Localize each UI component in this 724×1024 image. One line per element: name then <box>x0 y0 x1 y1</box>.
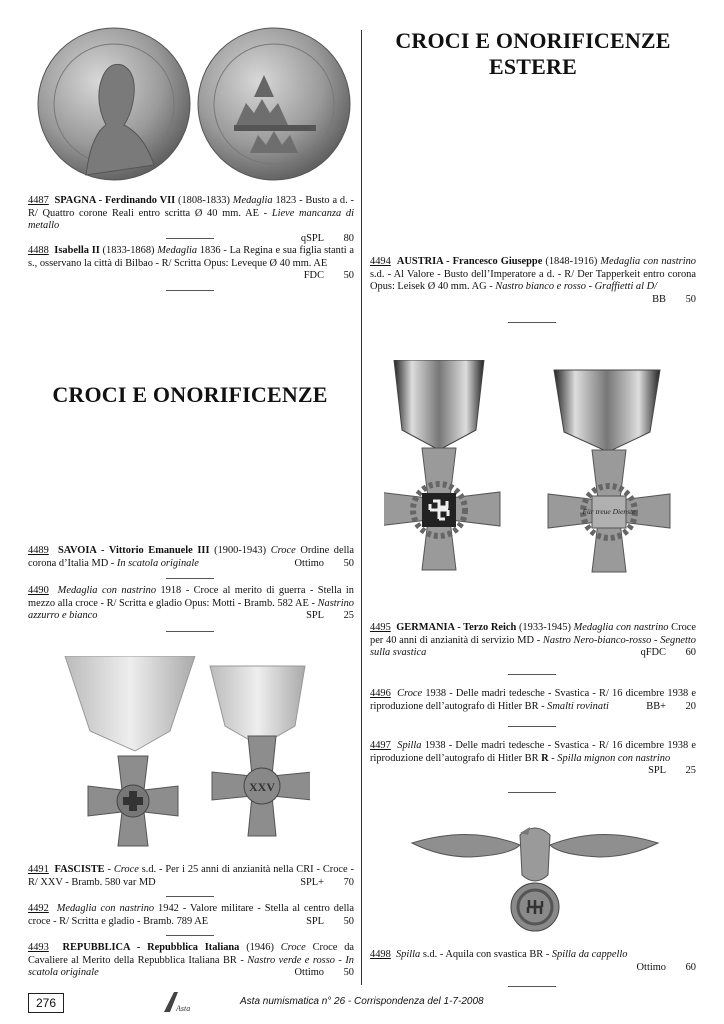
lot-price: 70 <box>343 876 354 888</box>
lot-description: 1836 - La Regina e sua figlia stanti a s., osservano la città di Bilbao - R/ Scritta Opus: Leveque Ø 40 mm. AE <box>28 245 354 269</box>
separator <box>166 631 214 632</box>
lot-price: 50 <box>343 557 354 569</box>
lot-text: (1833-1868) <box>99 245 158 256</box>
lot-text: (1946) <box>239 942 281 953</box>
lot-description: s.d. - Al Valore - Busto dell’Imperatore a d. - R/ Der Tapperkeit entro corona Opus: Leisek Ø 40 mm. AG - <box>370 268 696 293</box>
separator <box>508 792 556 793</box>
medal-inscription: Für treue Dienste <box>582 507 636 516</box>
separator <box>508 674 556 675</box>
lot-price: 60 <box>685 647 696 659</box>
lot-number: 4494 <box>370 256 391 267</box>
lot-type: Croce <box>280 942 306 953</box>
lot-description: s.d. - Aquila con svastica BR - <box>420 949 552 960</box>
lot-title: SAVOIA - Vittorio Emanuele III <box>58 545 210 556</box>
lot-number: 4492 <box>28 903 49 914</box>
lot-price: 20 <box>685 700 696 712</box>
lot-description: Croce per 40 anni di anzianità di servizio MD - <box>370 622 696 646</box>
lot-4490 <box>28 585 354 623</box>
lot-type: Medaglia <box>232 195 273 206</box>
lot-number: 4488 <box>28 245 49 256</box>
lot-price: 50 <box>343 270 354 282</box>
lot-note: Nastro Nero-bianco-rosso - Segnetto sulla svastica <box>370 634 696 659</box>
lot-title: Isabella II <box>54 245 100 256</box>
lot-type: Croce <box>397 688 423 699</box>
lot-type: Croce <box>270 545 296 556</box>
lot-text: (1933-1945) <box>516 622 574 633</box>
separator <box>166 290 214 291</box>
lot-text: (1900-1943) <box>209 545 271 556</box>
lot-grade: Ottimo <box>294 557 324 569</box>
lot-grade: BB <box>652 293 666 305</box>
lot-description: 1918 - Croce al merito di guerra - Stella in mezzo alla croce - R/ Scritta e gladio Opus: Motti - Bramb. 582 AE - <box>28 585 354 609</box>
lot-type: Medaglia con nastrino <box>56 903 155 914</box>
lot-type: Medaglia con nastrino <box>57 585 157 596</box>
lot-grade: qSPL <box>300 232 324 244</box>
lot-type: Spilla <box>397 740 422 751</box>
lot-description: 1938 - Delle madri tedesche - Svastica - R/ 16 dicembre 1938 e riproduzione dell’autografo di Hitler BR <box>370 740 697 764</box>
lot-grade: BB+ <box>646 700 666 712</box>
lot-description: 1942 - Valore militare - Stella al centro della croce - R/ Scritta e gladio - Bramb. 789 AE <box>28 903 354 927</box>
lot-note: Lieve mancanza di metallo <box>28 207 354 232</box>
separator <box>508 986 556 987</box>
lot-note: Spilla da cappello <box>551 949 628 960</box>
lot-grade: Ottimo <box>294 967 324 979</box>
lot-text: - <box>104 864 114 875</box>
lot-note: Nastro bianco e rosso - Graffietti al D/ <box>495 281 657 293</box>
lot-title: GERMANIA - Terzo Reich <box>396 622 517 633</box>
lot-4489 <box>28 545 354 570</box>
lot-number: 4491 <box>28 864 49 875</box>
lot-grade: SPL <box>306 915 324 927</box>
lot-grade: SPL <box>648 765 666 777</box>
lot-4492 <box>28 903 354 928</box>
column-divider <box>361 30 362 985</box>
lot-number: 4487 <box>28 195 49 206</box>
separator <box>166 578 214 579</box>
crosses-4491-image <box>60 656 310 856</box>
lot-description: 1823 - Busto a d. - R/ Quattro corone Reali entro scritta Ø 40 mm. AE - <box>28 195 354 219</box>
lot-description: s.d. - Per i 25 anni di anzianità nella CRI - Croce - R/ XXV - Bramb. 580 var MD <box>28 864 354 888</box>
lot-4495 <box>370 622 696 660</box>
lot-number: 4490 <box>28 585 49 596</box>
lot-note: Nastrino azzurro e bianco <box>28 597 354 622</box>
lot-type: Spilla <box>395 949 421 960</box>
lot-title: SPAGNA - Ferdinando VII <box>54 195 176 206</box>
lot-4498 <box>370 949 696 974</box>
lot-type: Medaglia con nastrino <box>573 622 669 633</box>
lot-grade: Ottimo <box>636 961 666 973</box>
lot-title: REPUBBLICA - Repubblica Italiana <box>62 942 240 953</box>
lot-note: Nastro verde e rosso - In scatola originale <box>28 954 355 979</box>
lot-grade: FDC <box>303 270 324 282</box>
lot-title: AUSTRIA - Francesco Giuseppe <box>396 256 543 267</box>
lot-number: 4498 <box>370 949 391 960</box>
lot-4494 <box>370 256 696 306</box>
lot-type: Croce <box>113 864 139 875</box>
lot-text: (1808-1833) <box>175 195 233 206</box>
separator <box>166 238 214 239</box>
lot-number: 4496 <box>370 688 391 699</box>
separator <box>166 896 214 897</box>
eagle-pin-4498-image <box>410 815 660 935</box>
lot-text: (1848-1916) <box>542 256 601 267</box>
lot-price: 50 <box>343 967 354 979</box>
lot-4488 <box>28 245 354 283</box>
right-section-heading: CROCI E ONORIFICENZE ESTERE <box>395 28 671 79</box>
lot-price: 50 <box>685 293 696 305</box>
lot-type: Medaglia con nastrino <box>600 256 696 267</box>
footer-caption: Asta numismatica n° 26 - Corrispondenza del 1-7-2008 <box>240 996 484 1007</box>
lot-rarity: R <box>541 752 549 764</box>
lot-type: Medaglia <box>157 245 198 256</box>
lot-description: 1938 - Delle madri tedesche - Svastica - R/ 16 dicembre 1938 e riproduzione dell’autografo di Hitler BR - <box>370 688 696 712</box>
lot-4496 <box>370 688 696 713</box>
medal-inscription: XXV <box>249 780 275 794</box>
lot-price: 80 <box>343 232 354 244</box>
page-number: 276 <box>28 993 64 1013</box>
medal-4487-image <box>36 25 352 183</box>
logo-text: Asta <box>176 1004 191 1013</box>
crosses-4495-image <box>384 360 684 592</box>
separator <box>508 726 556 727</box>
lot-price: 25 <box>685 765 696 777</box>
lot-text: - <box>548 752 558 764</box>
lot-note: In scatola originale <box>116 557 199 569</box>
lot-grade: SPL <box>306 610 324 622</box>
lot-4497 <box>370 740 696 778</box>
separator <box>508 322 556 323</box>
separator <box>166 935 214 936</box>
lot-4491 <box>28 864 354 889</box>
lot-number: 4497 <box>370 740 391 751</box>
lot-number: 4495 <box>370 622 391 633</box>
lot-price: 25 <box>343 610 354 622</box>
lot-4493 <box>28 942 354 980</box>
lot-note: Spilla mignon con nastrino <box>557 752 671 764</box>
lot-grade: qFDC <box>640 647 666 659</box>
lot-price: 50 <box>343 915 354 927</box>
left-section-heading: CROCI E ONORIFICENZE <box>52 382 328 407</box>
lot-title: FASCISTE <box>54 864 105 875</box>
lot-description: Croce da Cavaliere al Merito della Repubblica Italiana BR - <box>28 942 355 966</box>
lot-note: Smalti rovinati <box>547 700 609 712</box>
asta-logo <box>160 990 196 1014</box>
lot-grade: SPL+ <box>300 876 324 888</box>
lot-description: Ordine della corona d’Italia MD - <box>28 545 354 569</box>
lot-number: 4493 <box>28 942 49 953</box>
lot-price: 60 <box>685 961 696 973</box>
lot-number: 4489 <box>28 545 49 556</box>
